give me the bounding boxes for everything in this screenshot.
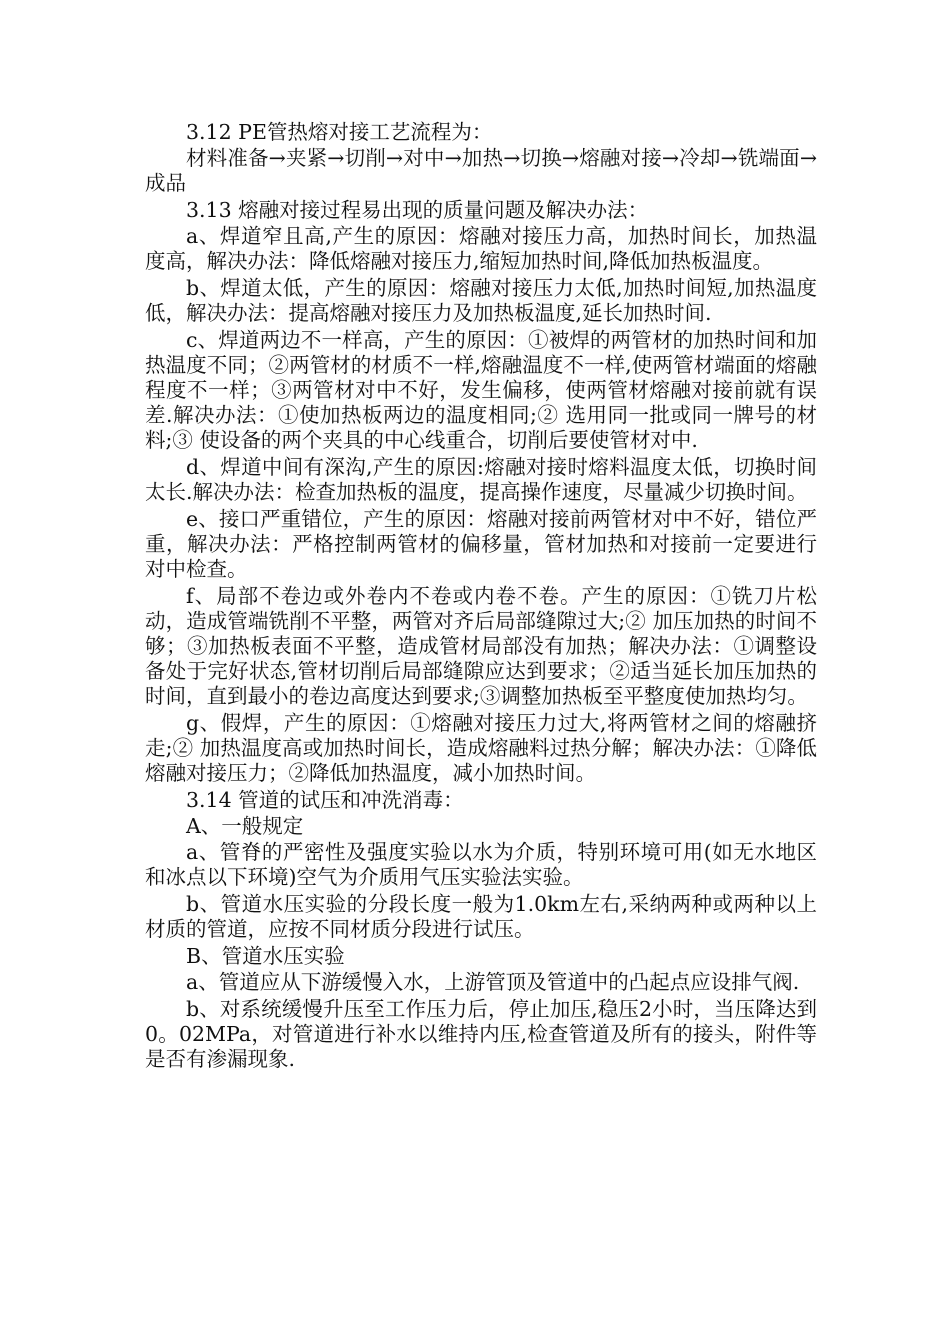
section-heading-3-12: 3.12 PE管热熔对接工艺流程为： [186, 120, 493, 144]
issue-f-paragraph: f、局部不卷边或外卷内不卷或内卷不卷。产生的原因：①铣刀片松动，造成管端铣削不平整，两管对齐后局部缝隙过大;② 加压加热的时间不够；③加热板表面不平整，造成管材局部没有加热；解决办法：①调整设备处于完好状态,管材切削后局部缝隙应达到要求；②适当延长加压加热的时间，直到最小的卷边高度达到要求;③调整加热板至平整度使加热均匀。 [145, 584, 817, 708]
test-b-paragraph: b、对系统缓慢升压至工作压力后，停止加压,稳压2小时，当压降达到0。02MPa，对管道进行补水以维持内压,检查管道及所有的接头，附件等是否有渗漏现象. [145, 997, 817, 1071]
issue-d-paragraph: d、焊道中间有深沟,产生的原因:熔融对接时熔料温度太低，切换时间太长.解决办法：检查加热板的温度，提高操作速度，尽量减少切换时间。 [145, 455, 817, 504]
test-a-paragraph: a、管道应从下游缓慢入水，上游管顶及管道中的凸起点应设排气阀. [186, 970, 800, 994]
process-flow-text: 材料准备→夹紧→切削→对中→加热→切换→熔融对接→冷却→铣端面→成品 [145, 146, 817, 195]
document-body [145, 120, 817, 1074]
issue-e-paragraph: e、接口严重错位，产生的原因：熔融对接前两管材对中不好，错位严重，解决办法：严格控制两管材的偏移量，管材加热和对接前一定要进行对中检查。 [145, 507, 817, 581]
issue-g-paragraph: g、假焊，产生的原因：①熔融对接压力过大,将两管材之间的熔融挤走;② 加热温度高或加热时间长，造成熔融料过热分解；解决办法：①降低熔融对接压力；②降低加热温度，减小加热时间。 [145, 711, 817, 785]
section-heading-3-13: 3.13 熔融对接过程易出现的质量问题及解决办法： [186, 198, 649, 222]
issue-c-paragraph: c、焊道两边不一样高，产生的原因：①被焊的两管材的加热时间和加热温度不同；②两管材的材质不一样,熔融温度不一样,使两管材端面的熔融程度不一样；③两管材对中不好，发生偏移，使两管材熔融对接前就有误差.解决办法：①使加热板两边的温度相同;② 选用同一批或同一牌号的材料;③ 使设备的两个夹具的中心线重合，切削后要使管材对中. [145, 328, 817, 452]
subheading-general-rules: A、一般规定 [186, 814, 304, 838]
section-heading-3-14: 3.14 管道的试压和冲洗消毒： [186, 788, 464, 812]
issue-a-paragraph: a、焊道窄且高,产生的原因：熔融对接压力高，加热时间长，加热温度高，解决办法：降低熔融对接压力,缩短加热时间,降低加热板温度。 [145, 224, 817, 273]
issue-b-paragraph: b、焊道太低，产生的原因：熔融对接压力太低,加热时间短,加热温度低，解决办法：提高熔融对接压力及加热板温度,延长加热时间. [145, 276, 817, 325]
subheading-hydrostatic-test: B、管道水压实验 [186, 944, 345, 968]
rule-b-paragraph: b、管道水压实验的分段长度一般为1.0km左右,采纳两种或两种以上材质的管道，应按不同材质分段进行试压。 [145, 892, 817, 941]
rule-a-paragraph: a、管脊的严密性及强度实验以水为介质，特别环境可用(如无水地区和冰点以下环境)空气为介质用气压实验法实验。 [145, 840, 817, 889]
